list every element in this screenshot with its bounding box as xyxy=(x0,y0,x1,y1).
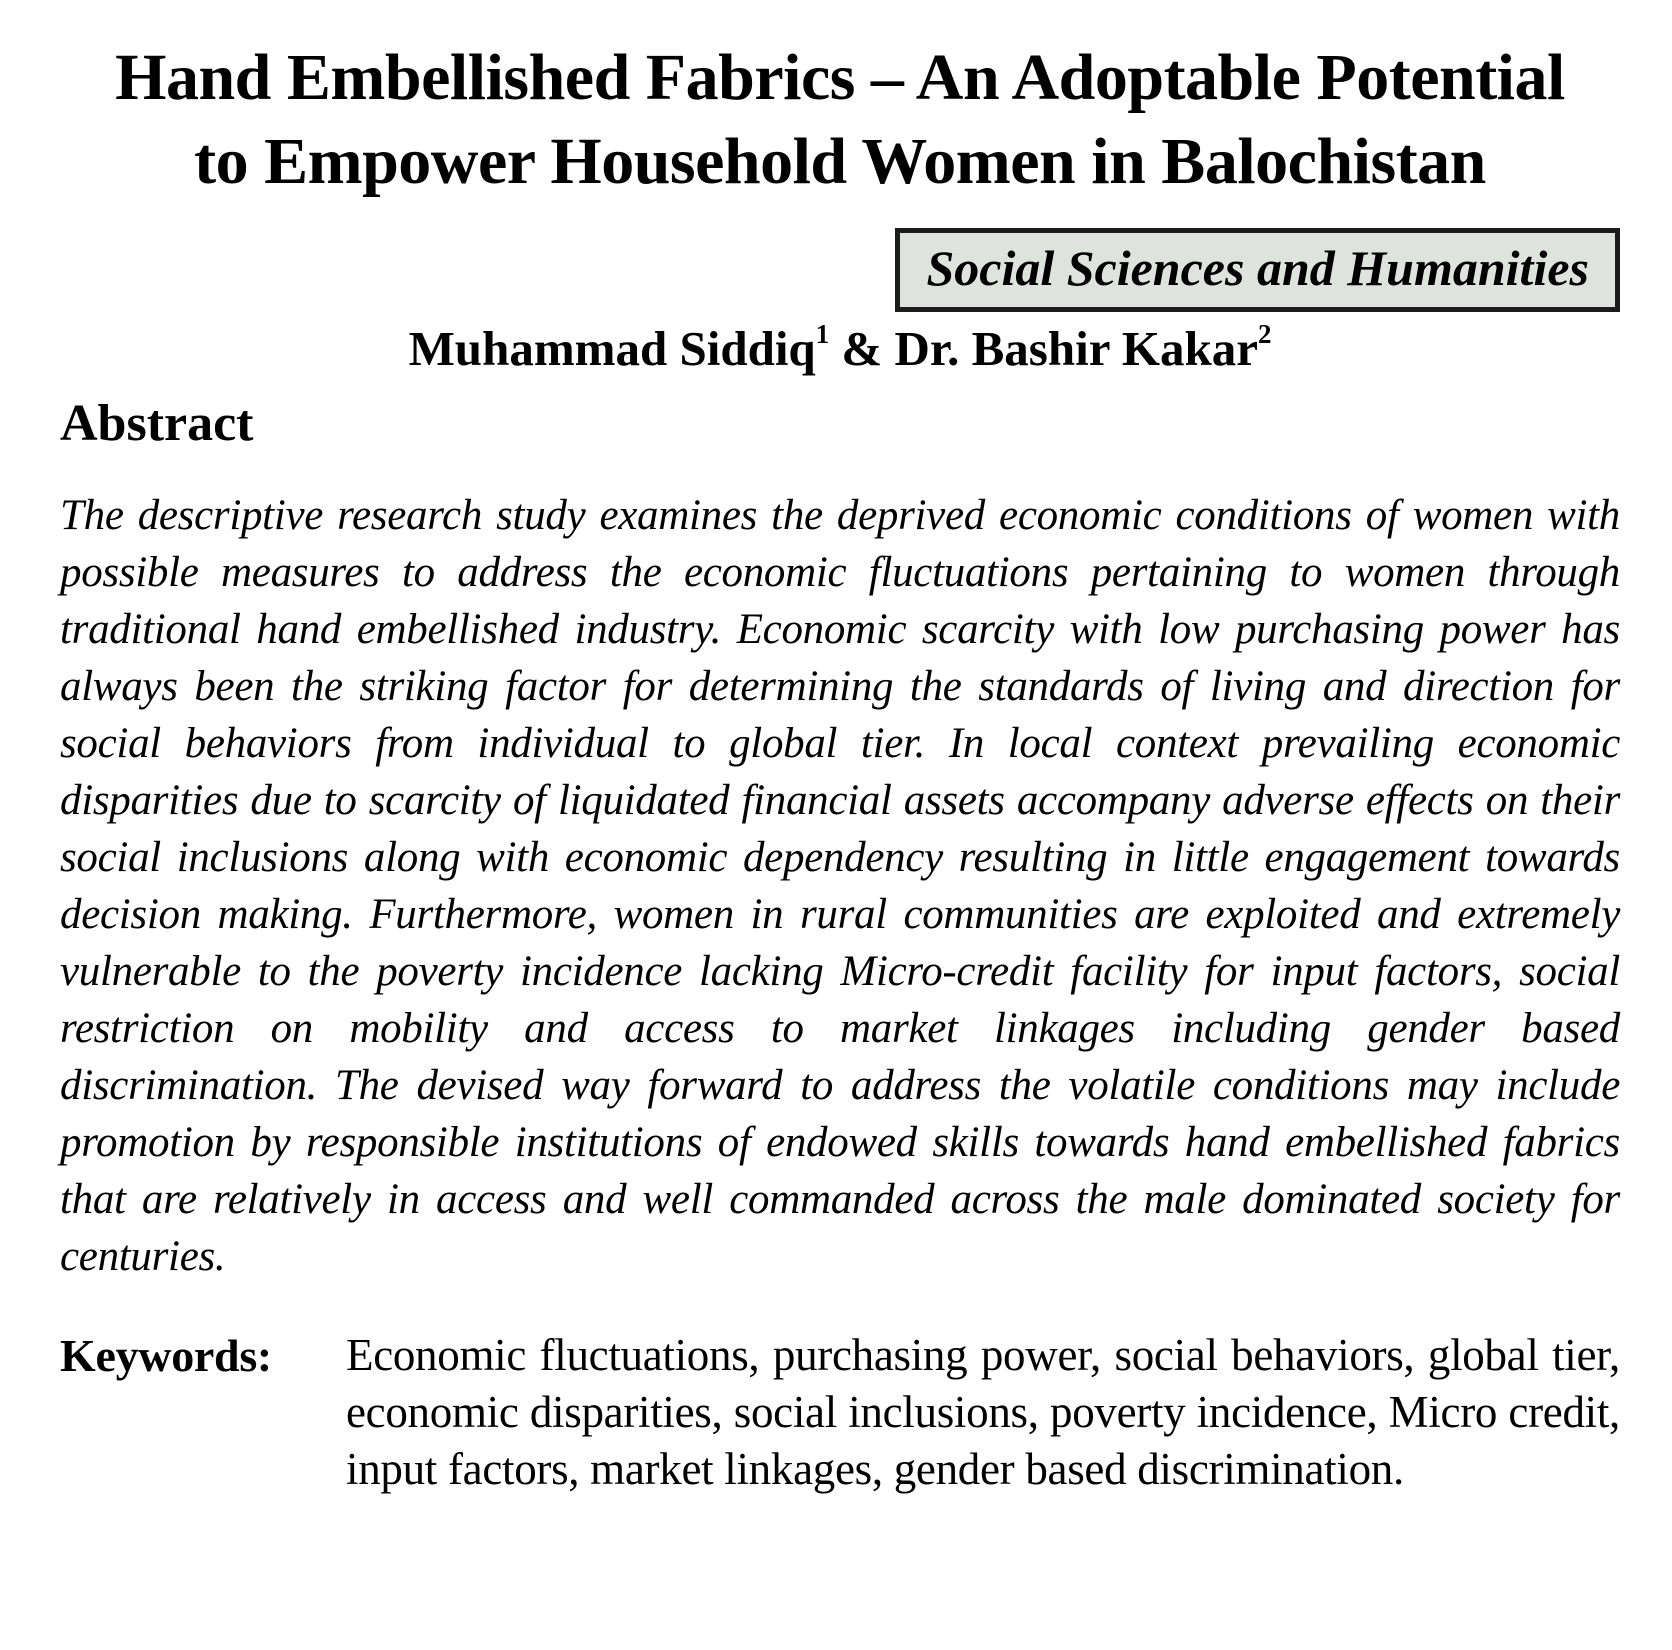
keywords-label: Keywords: xyxy=(60,1330,272,1382)
authors-line xyxy=(60,320,1620,379)
abstract-text: The descriptive research study examines the deprived economic conditions of women with possible measures to address the economic fluctuations pertaining to women through traditional hand embellished industry. Economic scarcity with low purchasing power has always been the striking factor for determining the standards of living and direction for social behaviors from individual to global tier. In local context prevailing economic disparities due to scarcity of liquidated financial assets accompany adverse effects on their social inclusions along with economic dependency resulting in little engagement towards decision making. Furthermore, women in rural communities are exploited and extremely vulnerable to the poverty incidence lacking Micro-credit facility for input factors, social restriction on mobility and access to market linkages including gender based discrimination. The devised way forward to address the volatile conditions may include promotion by responsible institutions of endowed skills towards hand embellished fabrics that are relatively in access and well commanded across the male dominated society for centuries. xyxy=(60,492,1620,1281)
authors-separator: & xyxy=(829,321,895,377)
category-badge: Social Sciences and Humanities xyxy=(895,228,1620,313)
category-badge-row xyxy=(60,228,1620,313)
paper-title xyxy=(60,36,1620,204)
paper-title-line-1: Hand Embellished Fabrics – An Adoptable Potential xyxy=(115,41,1565,114)
paper-title-line-2: to Empower Household Women in Balochistan xyxy=(194,124,1486,198)
author-1-affiliation-superscript: 1 xyxy=(815,318,830,349)
author-2-name: Dr. Bashir Kakar xyxy=(894,321,1258,377)
author-2-affiliation-superscript: 2 xyxy=(1257,318,1272,349)
keywords-section xyxy=(60,1327,1620,1498)
keywords-text: Economic fluctuations, purchasing power, social behaviors, global tier, economic disparities, social inclusions, poverty incidence, Micro credit, input factors, market linkages, gender based discrimination. xyxy=(346,1330,1620,1495)
abstract-heading: Abstract xyxy=(60,394,254,452)
author-1-name: Muhammad Siddiq xyxy=(408,321,816,377)
